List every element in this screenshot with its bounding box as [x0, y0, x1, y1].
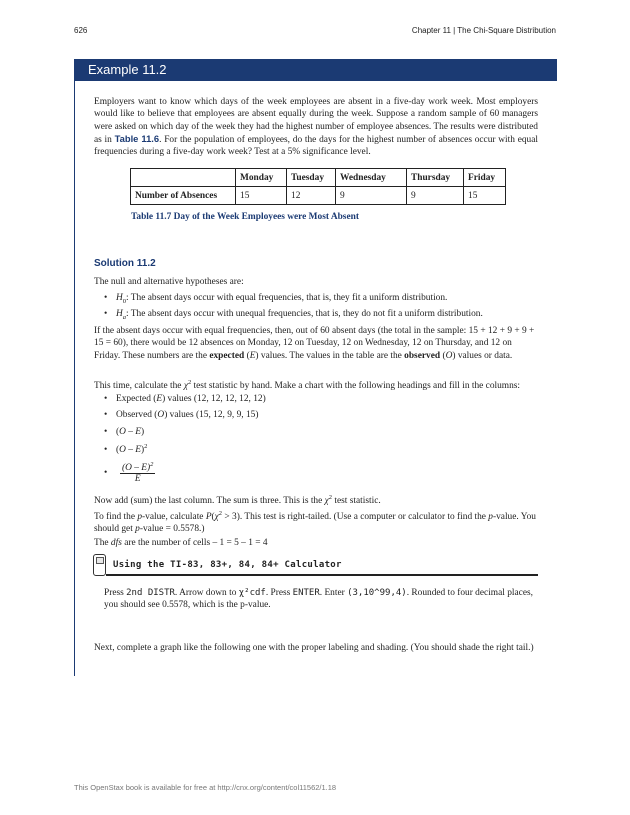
calc-intro: This time, calculate the $\chi^2$ test statistic by hand. Make a chart with the following headings and fill in the columns: — [94, 379, 521, 392]
example-side-rule — [74, 59, 75, 676]
table-header-cell: Wednesday — [336, 169, 407, 187]
table-reference-link[interactable]: Table 11.6 — [114, 132, 160, 144]
table-caption: Table 11.7 Day of the Week Employees were Most Absent — [131, 212, 359, 222]
hypotheses-intro: The null and alternative hypotheses are: — [94, 277, 244, 287]
calculator-icon — [93, 554, 106, 576]
dfs-paragraph: The dfs are the number of cells – 1 = 5 – 1 = 4 — [94, 538, 268, 548]
table-header-cell: Monday — [236, 169, 287, 187]
table-header-cell: Thursday — [407, 169, 464, 187]
table-row-label: Number of Absences — [131, 187, 236, 205]
chapter-header: Chapter 11 | The Chi-Square Distribution — [411, 26, 556, 35]
list-item: • Observed (O) values (15, 12, 9, 9, 15) — [104, 410, 259, 420]
calculator-title: Using the TI-83, 83+, 84, 84+ Calculator — [113, 560, 342, 570]
table-header-cell: Tuesday — [287, 169, 336, 187]
calculator-divider — [106, 574, 538, 576]
example-intro: Employers want to know which days of the week employees are absent in a five-day work week. Most employers would like to believe that employees are absent equally during the week. Suppose a random sample of 60 managers were asked on which day of the week they had the highest number of employee absences. The results were distributed as in Table 11.6. For the population of employees, do the days for the highest number of absences occur with equal frequencies during a five-day work week? Test at a 5% significance level. — [94, 97, 538, 158]
list-item: • (O – E) — [104, 427, 145, 437]
footer: This OpenStax book is available for free at http://cnx.org/content/col11562/1.18 — [74, 783, 337, 792]
list-item: • $H_a$: The absent days occur with unequal frequencies, that is, they do not fit a uniform distribution. — [104, 309, 483, 321]
calculator-instructions: Press 2nd DISTR. Arrow down to χ²cdf. Press ENTER. Enter (3,10^99,4). Rounded to four decimal places, you should see 0.5578, which is the p-value. — [104, 588, 533, 611]
solution-title: Solution 11.2 — [94, 258, 156, 269]
example-title: Example 11.2 — [74, 59, 557, 81]
next-paragraph: Next, complete a graph like the following one with the proper labeling and shading. (You should shade the right tail.) — [94, 643, 534, 653]
table-cell: 12 — [287, 187, 336, 205]
expected-paragraph: If the absent days occur with equal frequencies, then, out of 60 absent days (the total in the sample: 15 + 12 + 9 + 9 + 15 = 60), there would be 12 absences on Monday, 12 on Tuesday, 12 on Wednesday, 12 on Thursday, and 12 on Friday. These numbers are the expected (E) values. The values in the table are the observed (O) values or data. — [94, 326, 535, 361]
table-header-cell — [131, 169, 236, 187]
pvalue-paragraph: To find the p-value, calculate $P(\chi^2 > 3)$. This test is right-tailed. (Use a computer or calculator to find the p-value. You should get p-value = 0.5578.) — [94, 510, 536, 535]
sum-paragraph: Now add (sum) the last column. The sum is three. This is the $\chi^2$ test statistic. — [94, 494, 381, 507]
list-item: • Expected (E) values (12, 12, 12, 12, 12) — [104, 394, 266, 404]
page-number: 626 — [74, 26, 88, 35]
table-header-cell: Friday — [464, 169, 506, 187]
table-header-row — [131, 169, 506, 187]
table-row — [131, 187, 506, 205]
list-item: • $\frac{(O - E)^2}{E}$ — [104, 461, 154, 485]
table-cell: 15 — [464, 187, 506, 205]
list-item: • (O – E)$^2$ — [104, 443, 148, 456]
absences-table — [130, 168, 506, 205]
fraction-formula: $\frac{(O - E)^2}{E}$ — [122, 461, 154, 485]
table-cell: 9 — [336, 187, 407, 205]
table-cell: 9 — [407, 187, 464, 205]
table-cell: 15 — [236, 187, 287, 205]
list-item: • $H_0$: The absent days occur with equal frequencies, that is, they fit a uniform distribution. — [104, 293, 448, 305]
